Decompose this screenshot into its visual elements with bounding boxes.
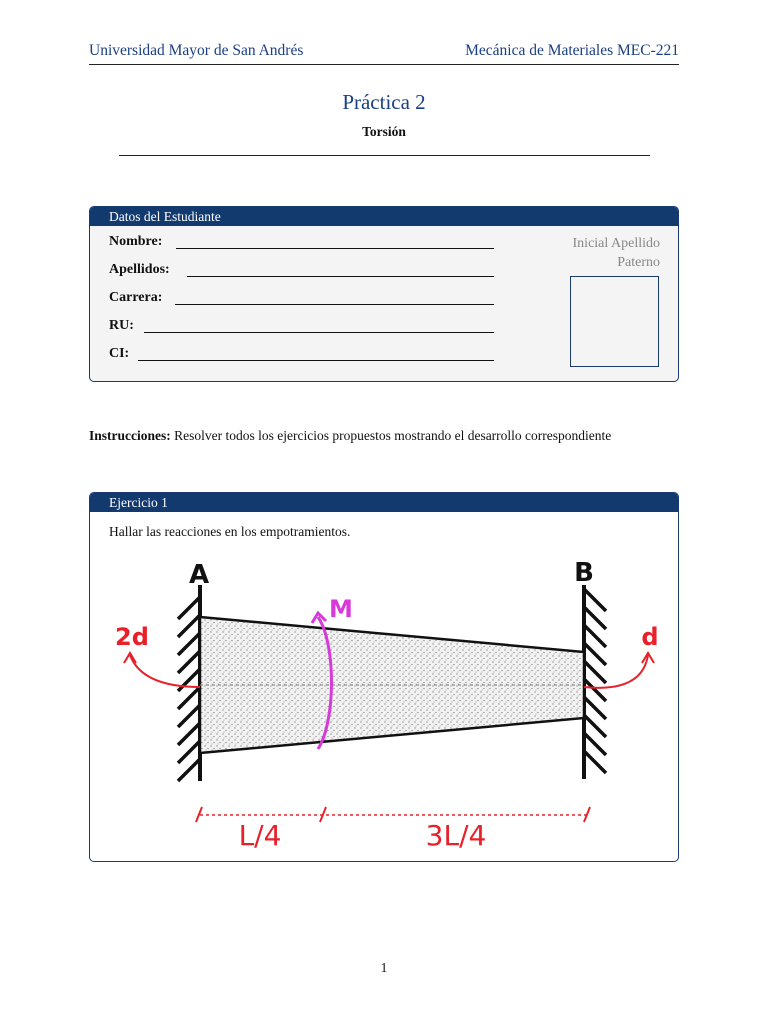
student-box-heading: Datos del Estudiante [90,207,678,226]
field-carrera-line[interactable] [175,304,494,305]
instructions-text: Resolver todos los ejercicios propuestos mostrando el desarrollo correspondiente [174,428,612,443]
instructions [89,426,679,445]
exercise-heading: Ejercicio 1 [90,493,678,512]
page-subtitle: Torsión [362,124,406,139]
initial-box[interactable] [570,276,659,367]
student-data-box [89,206,679,382]
wall-right [584,585,606,779]
title-rule [119,155,650,156]
field-ci-line[interactable] [138,360,494,361]
diameter-left-label: 2d [115,623,149,651]
initial-label-line1: Inicial Apellido [572,236,660,251]
initial-label [573,234,660,272]
header-university: Universidad Mayor de San Andrés [89,42,304,59]
header-course: Mecánica de Materiales MEC-221 [465,42,679,59]
field-apellidos-line[interactable] [187,276,494,277]
initial-label-line2: Paterno [617,255,660,270]
page-number: 1 [380,960,388,975]
header-rule [89,64,679,65]
torque-label: M [329,595,353,623]
field-ru-line[interactable] [144,332,494,333]
support-label-b: B [574,558,594,588]
field-ci-label: CI: [109,346,130,361]
field-apellidos-label: Apellidos: [109,262,170,277]
instructions-label: Instrucciones: [89,428,171,443]
support-label-a: A [188,560,210,590]
torsion-diagram [90,493,679,862]
exercise-statement: Hallar las reacciones en los empotramientos. [109,524,351,539]
diameter-right-label: d [641,623,659,651]
wall-left [178,585,200,781]
field-ru-label: RU: [109,318,134,333]
exercise-box [89,492,679,862]
page-title: Práctica 2 [342,90,426,114]
field-nombre-label: Nombre: [109,234,163,249]
segment-left-label: L/4 [238,819,282,852]
segment-right-label: 3L/4 [425,819,487,852]
field-carrera-label: Carrera: [109,290,163,305]
field-nombre-line[interactable] [176,248,494,249]
